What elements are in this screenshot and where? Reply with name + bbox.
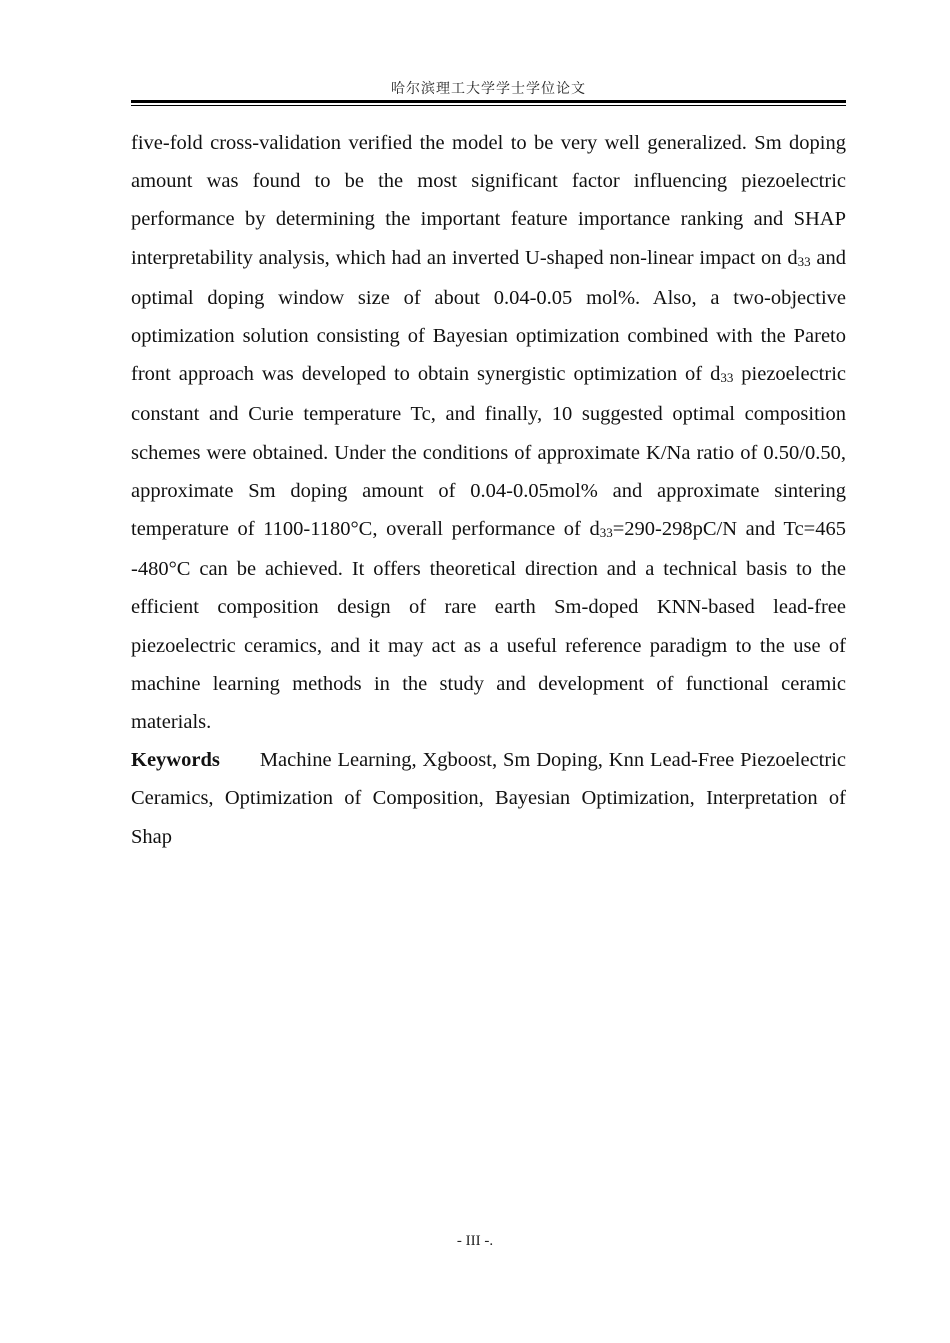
- subscript-33: 33: [797, 253, 811, 269]
- subscript-33: 33: [720, 370, 734, 386]
- header-rule-thick: [131, 100, 846, 103]
- abstract-text-1: five-fold cross-validation verified the model to be very well generalized. Sm doping amount was found to be the most significant factor influencing piezoelectric performance by determining the important feature importance ranking and SHAP interpretability analysis, which had an inverted U-shaped non-linear impact on d: [131, 132, 846, 269]
- abstract-text-4: =290-298pC/N and Tc=465 -480°C can be achieved. It offers theoretical direction and a technical basis to the efficient composition design of rare earth Sm-doped KNN-based lead-free piezoelectric ceramics, and it may act as a useful reference paradigm to the use of machine learning methods in the study and development of functional ceramic materials.: [131, 518, 846, 734]
- running-header: 哈尔滨理工大学学士学位论文: [391, 81, 586, 97]
- subscript-33: 33: [599, 525, 613, 541]
- keywords-text: Machine Learning, Xgboost, Sm Doping, Knn Lead-Free Piezoelectric Ceramics, Optimization of Composition, Bayesian Optimization, Interpretation of Shap: [131, 749, 846, 848]
- header-rule-thin: [131, 105, 846, 106]
- keywords-label: Keywords: [131, 749, 220, 772]
- abstract-paragraph: [131, 124, 846, 741]
- keywords-paragraph: [131, 741, 846, 856]
- page-number: - III -.: [456, 1233, 494, 1249]
- page-body: [131, 124, 846, 856]
- abstract-text-3: piezoelectric constant and Curie temperature Tc, and finally, 10 suggested optimal composition schemes were obtained. Under the conditions of approximate K/Na ratio of 0.50/0.50, approximate Sm doping amount of 0.04-0.05mol% and approximate sintering temperature of 1100-1180°C, overall performance of d: [131, 363, 846, 541]
- abstract-text-2: and optimal doping window size of about 0.04-0.05 mol%. Also, a two-objective optimization solution consisting of Bayesian optimization combined with the Pareto front approach was developed to obtain synergistic optimization of d: [131, 246, 846, 386]
